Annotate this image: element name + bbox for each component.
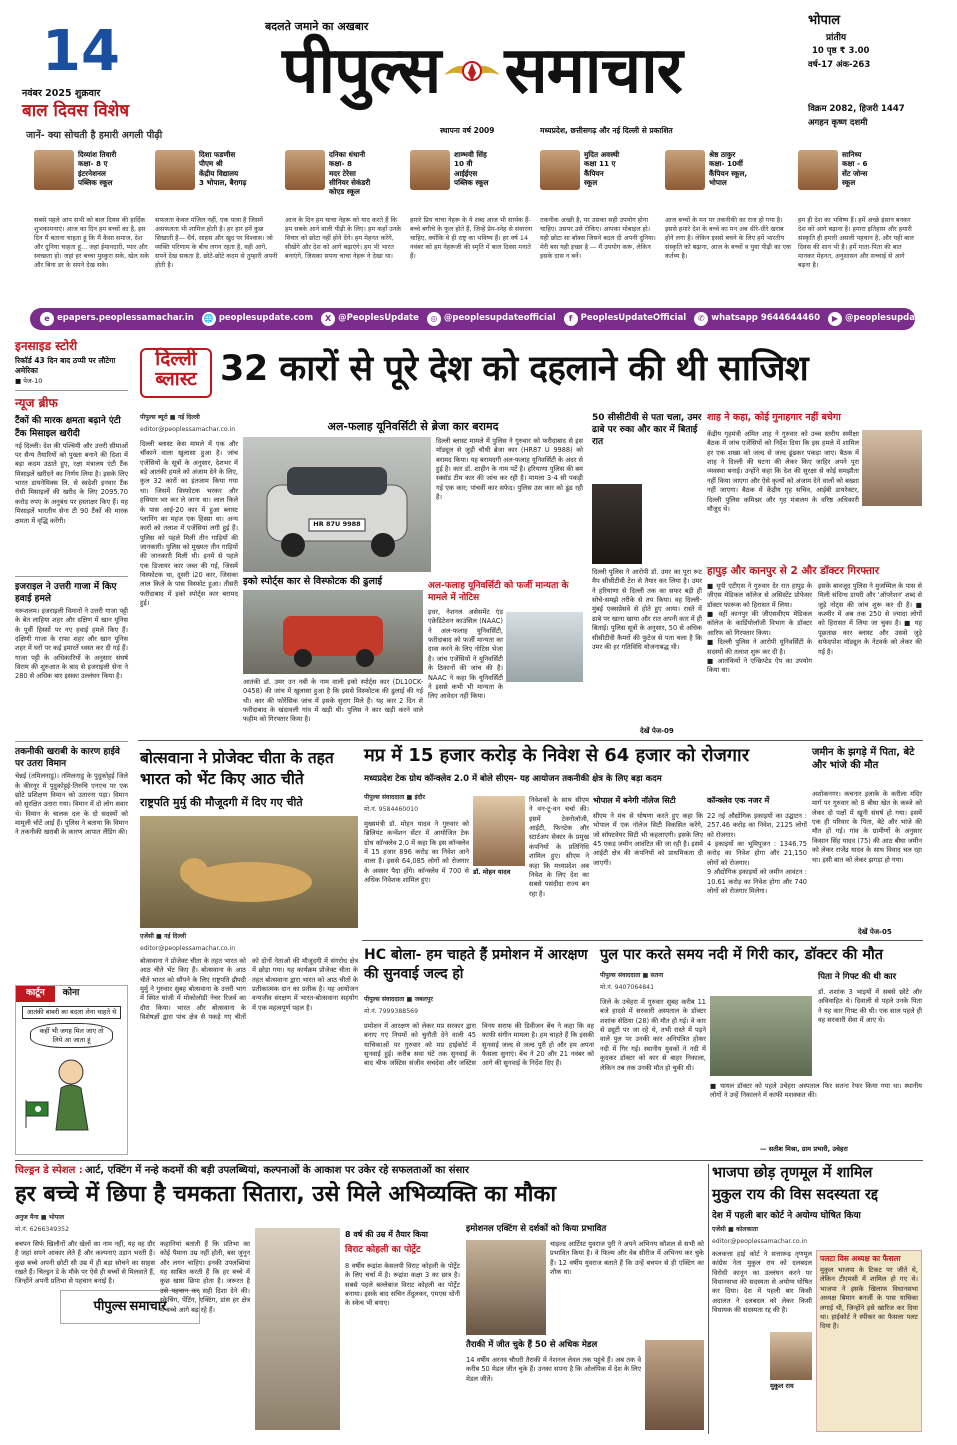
social-epaper[interactable] [40, 312, 194, 326]
kid-photo [410, 150, 450, 190]
bridge-extra-text: ■ घायल डॉक्टर को पहले उचेहरा अस्पताल फिर सतना रेफर किया गया था। स्थानीय लोगों ने उन्हें निकालने में काफी मशक्कत की। [710, 1082, 922, 1100]
hc-headline: HC बोला- हम चाहते हैं प्रमोशन में आरक्षण की सुनवाई जल्द हो [364, 947, 588, 982]
x-icon: X [321, 312, 335, 326]
shah-text: केंद्रीय गृहमंत्री अमित शाह ने गुरुवार को उच्च स्तरीय समीक्षा बैठक में जांच एजेंसियों को निर्देश दिया कि इस हमले में शामिल हर एक शख्स को जल्द से जल्द ढूंढकर पकड़ा जाए। बैठक में शाह ने दिल्ली की घटना की लेकर किए जाहिर अपने पूरा व्यवस्था बनाई। उन्होंने कहा कि देश की सुरक्षा से कोई समझौता नहीं किया जाएगा और ऐसे कृत्यों को अंजाम देने वालों को बख्शा नहीं जाएगा। बैठक में केंद्रीय गृह सचिव, आईबी डायरेक्टर, दिल्ली पुलिस कमिश्नर और गृह मंत्रालय के वरिष्ठ अधिकारी मौजूद थे। [707, 430, 859, 513]
brief-3-text: चेन्नई (तमिलनाडु)। तमिलनाडु के पुदुकोट्टई जिले के कीरनूर में पुदुकोट्टई-तिरुचि एनएच पर एक छोटे प्रशिक्षण विमान को उतारना पड़ा। विमान को सुरक्षित उतारा गया। विमान में दो लोग सवार थे। विमान के चालक दल के दो सदस्यों को मामूली चोटें आई हैं। पुलिस ने बताया कि विमान ने तकनीकी खराबी के कारण आपात लैंडिंग की। [15, 772, 128, 837]
kid-name: दनिका धंधानी कक्षा- 8 मदर टेरेसा सीनियर सेकंडरी कोएड स्कूल [329, 150, 371, 197]
mp-text: मुख्यमंत्री डॉ. मोहन यादव ने गुरुवार को ब्रिलियंट कन्वेंशन सेंटर में आयोजित टेक ग्रोथ कॉन्क्लेव 2.0 में कहा कि इस कॉन्क्लेव में 15 हजार 896 करोड़ का निवेश आने वाला है। इससे 64,085 लोगों को रोजगार के अवसर पैदा होंगे। कॉन्क्लेव में 700 से अधिक निवेशक शामिल हुए। [364, 820, 469, 885]
hapur-right-text: इसके बावजूद पुलिस ने मुजम्मिल के पास से मिली संदिग्ध डायरी और 'ऑपरेशन' शब्द से जुड़े नोट्स की जांच शुरू कर दी है। ■ कश्मीर में अब तक 250 से ज्यादा लोगों को हिरासत में लिया जा चुका है। ■ यह पूछताछ कार ब्लास्ट और उससे जुड़े सफेदपोश मॉड्यूल के नेटवर्क को लेकर की गई है। [818, 582, 922, 656]
acting-headline: इमोशनल एक्टिंग से दर्शकों को किया प्रभावित [466, 1224, 607, 1234]
inside-story-page: ■ पेज-10 [15, 377, 43, 386]
cheetah-text: बोत्सवाना ने प्रोजेक्ट चीता के तहत भारत को आठ चीते भेंट किए हैं। बोत्सवाना के आठ चीते भारत को सौंपने के लिए राष्ट्रपति द्रौपदी मुर्मु ने गुरुवार सुबह बोत्सवाना के उत्तरी भाग में स्थित घांजी में मोकोलोडी नेचर रिजर्व का दौरा किया। भारत और बोत्सवाना के विशेषज्ञों द्वारा पांच क्षेत्र से पकड़े गए चीतों को दोनों नेताओं की मौजूदगी में संगरोध क्षेत्र में छोड़ा गया। यह कार्यक्रम प्रोजेक्ट चीता के तहत बोत्सवाना द्वारा भारत को आठ चीतों के प्रतीकात्मक दान का प्रतीक है। यह आयोजन वन्यजीव संरक्षण में भारत-बोत्सवाना सहयोग में एक महत्वपूर्ण पहल है। [140, 957, 358, 1022]
social-x[interactable] [321, 312, 419, 326]
land-headline: जमीन के झगड़े में पिता, बेटे और भांजे की मौत [812, 747, 915, 771]
cartoon-drawing [16, 1050, 127, 1130]
pages-price: 10 पृष्ठ ₹ 3.00 [812, 46, 870, 56]
shah-headline-box [707, 412, 922, 426]
bjp-text: कलकत्ता हाई कोर्ट ने सत्तारूढ़ तृणमूल कांग्रेस नेता मुकुल राय को दलबदल विरोधी कानून का उल्लंघन करने पर विधानसभा की सदस्यता से अयोग्य घोषित कर दिया। देश में पहली बार किसी अदालत ने दलबदल को लेकर किसी विधायक की सदस्यता रद्द की है। [712, 1250, 812, 1315]
special-title: बाल दिवस विशेष [22, 101, 130, 121]
hapur-headline: हापुड़ और कानपुर से 2 और डॉक्टर गिरफ्तार [707, 565, 880, 577]
car-icon [243, 437, 431, 572]
children-headline: हर बच्चे में छिपा है चमकता सितारा, उसे मिले अभिव्यक्ति का मौका [15, 1182, 557, 1207]
knowledge-text: सीएम ने मंच से घोषणा करते हुए कहा कि भोपाल में एक नॉलेज सिटी विकसित करेंगे, जो सॉफ्टवेयर सिटी भी कहलाएगी। इसके लिए 45 एकड़ जमीन आवंटित की जा रही है। इसमें आईटी क्षेत्र की कंपनियों को प्राथमिकता दी जाएगी। [593, 812, 703, 867]
social-label: @peoplesupdateofficial [845, 313, 957, 324]
delhi-byline: पीपुल्स ब्यूरो ■ नई दिल्ली [140, 414, 200, 421]
bridge-headline: पुल पार करते समय नदी में गिरी कार, डॉक्टर की मौत [600, 947, 884, 963]
taekwondo-text: 14 वर्षीय अरनव चौधरी तैराकी में नेशनल लेवल तक पहुंचे हैं। अब तक वे करीब 50 मेडल जीत चुके हैं। उनका सपना है कि ओलंपिक में देश के लिए मेडल जीतें। [466, 1356, 641, 1383]
kid-quote: आज बच्चों के मन पर तकनीकी का राज हो गया है। इससे हमारे देश के बच्चे का मन अब धीरे-धीरे खराब होने लगा है। लेकिन इससे बचने के लिए हमें भारतीय संस्कृति को बढ़ाना, आज के बच्चों व युवा पीढ़ी का एक कर्तव्य है। [665, 216, 791, 261]
land-see-page: देखें पेज-05 [858, 928, 892, 936]
bridge-car-photo [710, 996, 812, 1076]
social-whatsapp[interactable] [694, 312, 820, 326]
instagram-icon: ◎ [427, 312, 441, 326]
gift-text: डॉ. शशांक 3 भाइयों में सबसे छोटे और अविवाहित थे। दिवाली से पहले उनके पिता ने यह कार गिफ्ट की थी। एक साल पहले ही वह सरकारी सेवा में आए थे। [818, 988, 922, 1025]
special-sub: जानें- क्या सोचती है हमारी अगली पीढ़ी [26, 130, 163, 141]
bjp-headline-2: मुकुल राय की विस सदस्यता रद्द [712, 1187, 879, 1203]
brief-2-text: यरूशलम। इजराइली विमानों ने उत्तरी गाजा पट्टी के बेत लाहिया शहर और दक्षिण में खान यूनिस के पूर्वी हिस्सों पर नए हवाई हमले किए हैं। दक्षिणी गाजा के राफा शहर और खान यूनिस शहर में घरों पर कई इमारतें ध्वस्त कर दी गई हैं। गाजा पट्टी के अधिकारियों के अनुसार संघर्ष विराम की शुरुआत के बाद से इजराइली सेना ने 280 से अधिक बार इसका उल्लंघन किया है। [15, 606, 128, 681]
bridge-mobile: मो.नं. 9407064841 [600, 984, 655, 991]
pen-nib-logo [442, 41, 502, 101]
gift-headline: पिता ने गिफ्ट की थी कार [818, 972, 897, 982]
mukul-caption: मुकुल राय [770, 1382, 794, 1390]
bjp-headline-1: भाजपा छोड़ तृणमूल में शामिल [712, 1165, 873, 1181]
hc-byline: पीपुल्स संवाददाता ■ जबलपुर [364, 996, 433, 1003]
tag-line-1: दिल्ली [155, 348, 197, 370]
brezza-caption: अल-फलाह यूनिवर्सिटी से ब्रेजा कार बरामद [327, 420, 499, 433]
delhi-lead-text: दिल्ली ब्लास्ट केस मामले में एक और चौंकाने वाला खुलासा हुआ है। जांच एजेंसियों के सूत्रों के अनुसार, देशभर में बड़े आतंकी हमले को अंजाम देने के लिए, कुल 32 कारों का इंतजाम किया गया था। जिसमें विस्फोटक भरकर और हथियार भर कर ले जाना था। लाल किले के पास आई-20 कार में हुआ ब्लास्ट प्लानिंग का महज एक हिस्सा था। अन्य कारों को तलाश में एजेंसियां लगी हुई हैं। पुलिस को पहले मिली तीन गाड़ियों की जानकारी। पुलिस को मुख्यतः तीन गाड़ियों की जानकारी मिली थी। इनमें से पहले एक डिजायर कार जब्त की गई, जिसमें विस्फोटक था, दूसरी i20 कार, जिसका लाल किले के पास विस्फोट हुआ। तीसरी फरीदाबाद में इको स्पोर्ट्स कार बरामद हुई। [140, 440, 238, 608]
social-label: peoplesupdate.com [218, 313, 314, 324]
delhi-see-page: देखें पेज-09 [640, 727, 674, 735]
date-number: 14 [42, 19, 120, 84]
kid-3 [285, 150, 405, 270]
brezza-car-photo [243, 437, 431, 572]
children-label: चिल्ड्रन डे स्पेशल : [15, 1165, 83, 1176]
hc-mobile: मो.नं. 7999388569 [364, 1008, 419, 1015]
city: भोपाल [808, 13, 841, 28]
social-youtube[interactable] [828, 312, 957, 326]
cheetah-byline: एजेंसी ■ नई दिल्ली [140, 933, 187, 940]
cartoon-caption: आतंकी बाबरी का बदला लेना चाहते थे [22, 1006, 121, 1019]
mp-byline: पीपुल्स संवाददाता ■ इंदौर [364, 794, 425, 801]
brezza-side-text: दिल्ली ब्लास्ट मामले में पुलिस ने गुरुवार को फरीदाबाद से इस मॉड्यूल से जुड़ी चौथी ब्रेजा कार (HR87 U 9988) को बरामद किया। यह बरामदगी अल-फलाह यूनिवर्सिटी के अंदर से हुई है। कार डॉ. शाहीन के नाम पर्टे है। हरियाणा पुलिस की बम स्क्वॉड टीम कार की जांच कर रही है। मामला 3-4 सी पकड़ी गई एक कार; पांचवीं कार सफेद। पुलिस उस कार को ढूंढ रही है। [436, 437, 584, 502]
logo-left: पीपुल्स [93, 1299, 127, 1315]
brief-1-headline: टैंकों की मारक क्षमता बढ़ाने एंटी टैंक मिसाइल खरीदी [15, 416, 121, 439]
kohli-kicker: 8 वर्ष की उम्र में तैयार किया [345, 1230, 428, 1239]
kid-quote: सफलता केवल मंजिल नहीं, एक यात्रा है जिसमें असफलता भी शामिल होती है। हर हार हमें कुछ सिखाती है— धैर्य, साहस और खुद पर विश्वास। जो व्यक्ति परिणाम के बीच लगन रहता है, वही आगे, सपने देख सकता है, छोटे-छोटे कदम से तुम्हारी अपनी होती है। [155, 216, 278, 270]
bjp-byline: एजेंसी ■ कोलकाता [712, 1226, 758, 1233]
bjp-email: editor@peoplessamachar.co.in [712, 1238, 808, 1245]
car-icon [243, 590, 423, 674]
kid-name: दिव्यांश तिवारी कक्षा- 8 ए इंटरनेशनल पब्लिक स्कूल [78, 150, 117, 188]
cheetah-headline: बोत्सवाना ने प्रोजेक्ट चीता के तहत भारत को भेंट किए आठ चीते [140, 749, 334, 788]
mukul-box-headline: पलटा विस अध्यक्ष का फैसला [820, 1254, 901, 1263]
bridge-byline: पीपुल्स संवाददाता ■ सतना [600, 972, 664, 979]
umar-photo [592, 484, 642, 564]
eco-car-photo [243, 590, 423, 674]
cheetah-photo [140, 816, 358, 928]
kid-4 [410, 150, 535, 270]
social-label: epapers.peoplessamachar.in [57, 313, 194, 324]
kid-photo [285, 150, 325, 190]
kid-name: शाम्भवी सिंह 10 वी आईईएस पब्लिक स्कूल [454, 150, 489, 188]
cheetah-drawing [140, 816, 358, 928]
mukul-box [816, 1250, 922, 1432]
cartoon-bubble: कहीं भी जगह मिल जाए तो लिये आ जाता हूं [30, 1023, 113, 1049]
mp-mid-text: निवेशकों के साथ सीएम ने वन-टू-वन चर्चा की। इसमें टेक्नोलॉजी, आईटी, फिनटेक और स्टार्टअप सेक्टर के प्रमुख कंपनियों के प्रतिनिधि शामिल हुए। सीएम ने कहा कि मध्यप्रदेश अब निवेश के लिए देश का सबसे पसंदीदा राज्य बन रहा है। [529, 796, 589, 898]
edition: प्रांतीय [826, 33, 847, 43]
kid-photo [540, 150, 580, 190]
date-text: नवंबर 2025 शुक्रवार [22, 88, 101, 99]
title-left: पीपुल्स [282, 33, 441, 108]
epaper-icon: e [40, 312, 54, 326]
acting-text: चाइल्ड आर्टिस्ट युवराज पुरी ने अपने अभिनय कौशल से सभी को प्रभावित किया है। वे फिल्म और वेब सीरीज में अभिनय कर चुके हैं। 12 वर्षीय युवराज बताते हैं कि उन्हें बचपन से ही एक्टिंग का शौक था। [550, 1240, 704, 1277]
shah-photo [862, 430, 922, 506]
hapur-left-text: ■ यूपी एटीएस ने गुरुवार देर रात हापुड़ के जीएस मेडिकल कॉलेज से असिस्टेंट प्रोफेसर डॉक्टर फारूक को हिरासत में लिया। ■ वहीं कानपुर की जीएसवीएम मेडिकल कॉलेज के कार्डियोलॉजी विभाग के डॉक्टर आरिफ को गिरफ्तार किया। ■ दिल्ली पुलिस ने आरोपी यूनिवर्सिटी के सदस्यों की तलाश शुरू कर दी है। ■ आतंकियों ने एन्क्रिप्टेड ऐप का उपयोग किया था। [707, 582, 812, 675]
cctv-text: दिल्ली पुलिस ने आरोपी डॉ. उमर का पूरा रूट मैप सीसीटीवी टेरा से तैयार कर लिया है। उमर ने हरियाणा से दिल्ली तक का सफर बड़ी ही सोचे-समझे तरीके से तय किया। वह दिल्ली-मुंबई एक्सप्रेसवे से होते हुए आया। रास्ते में ढाबे पर खाना खाया और रात अपनी कार में ही बिताई। पुलिस सूत्रों के अनुसार, 50 से अधिक सीसीटीवी कैमरों की फुटेज से पता चला है कि उमर की हर गतिविधि योजनाबद्ध थी। [592, 568, 702, 651]
kid-6 [665, 150, 793, 270]
cheetah-email: editor@peoplessamachar.co.in [140, 945, 236, 952]
whatsapp-icon: ✆ [694, 312, 708, 326]
taekwondo-headline: तैराकी में जीत चुके हैं 50 से अधिक मेडल [466, 1340, 598, 1350]
kid-photo [798, 150, 838, 190]
social-label: @PeoplesUpdate [338, 313, 419, 324]
tithi: अगहन कृष्ण दशमी [808, 118, 868, 128]
alfalah-headline: अल-फलाह यूनिवर्सिटी को फर्जी मान्यता के मामले में नोटिस [428, 581, 569, 604]
kid-name: श्रेष्ठ ठाकुर कक्षा- 10वीं कैंपियन स्कूल, भोपाल [709, 150, 748, 188]
regions: मध्यप्रदेश, छत्तीसगढ़ और नई दिल्ली से प्रकाशित [540, 126, 673, 135]
taekwondo-photo [645, 1340, 704, 1430]
delhi-headline: 32 कारों से पूरे देश को दहलाने की थी साजिश [220, 349, 809, 389]
acting-photo [466, 1240, 546, 1335]
mukul-box-text: मुकुल भाजपा के टिकट पर जीते थे, लेकिन टीएमसी में शामिल हो गए थे। भाजपा ने इसके खिलाफ विधानसभा अध्यक्ष बिमान बनर्जी के पास याचिका लगाई थी, जिन्होंने इसे खारिज कर दिया था। हाईकोर्ट ने स्पीकर का फैसला पलट दिया है। [820, 1266, 918, 1331]
knowledge-headline: भोपाल में बनेगी नॉलेज सिटी [593, 796, 676, 805]
kid-7 [798, 150, 916, 270]
brief-2-headline: इजराइल ने उत्तरी गाजा में किए हवाई हमले [15, 581, 117, 604]
cm-photo [473, 796, 525, 866]
bridge-reporter: — सतीश मिश्रा, ग्राम प्रभारी, उचेहरा [760, 1145, 848, 1153]
land-text: अशोकनगर। कचनार इलाके के करीला मंदिर मार्ग पर गुरुवार को 8 बीघा खेत के कब्जे को लेकर दो पक्षों में खूनी संघर्ष हो गया। इसमें एक ही परिवार के पिता, बेटे और भांजे की मौत हो गई। गांव के ग्रामीणों के अनुसार किसान सिंह यादव (75) की आठ बीघा जमीन को लेकर राजेंद्र यादव के साथ विवाद चल रहा था। इसी बात को लेकर झगड़ा हो गया। [812, 790, 922, 864]
cartoon-box [15, 985, 128, 1155]
kid-quote: हमारे प्रिय चाचा नेहरू के ये शब्द आज भी सार्थक हैं- बच्चे बगीचे के फूल होते हैं, जिन्हें प्रेम-स्नेह से संवारना चाहिए, क्योंकि वे ही राष्ट्र का भविष्य हैं। हर वर्ष 14 नवंबर को हम नेहरूजी की स्मृति में बाल दिवस मनाते हैं। [410, 216, 533, 261]
established: स्थापना वर्ष 2009 [440, 126, 495, 135]
conclave-headline: कॉन्क्लेव एक नजर में [707, 796, 770, 805]
delhi-blast-tag [140, 348, 212, 398]
alfalah-text: इधर, नेशनल असेसमेंट एंड एक्रेडिटेशन काउंसिल (NAAC) ने अल-फलाह यूनिवर्सिटी, फरीदाबाद को फर्जी मान्यता का दावा करने के लिए नोटिस भेजा है। जांच एजेंसियों ने यूनिवर्सिटी के ठिकानों की जांच की है। NAAC ने कहा कि यूनिवर्सिटी ने इससे कभी भी मान्यता के लिए आवेदन नहीं किया। [428, 608, 503, 701]
kohli-headline: विराट कोहली का पोर्ट्रेट [345, 1245, 421, 1255]
facebook-icon: f [564, 312, 578, 326]
shah-headline: शाह ने कहा, कोई गुनाहगार नहीं बचेगा [707, 412, 841, 423]
news-brief-label: न्यूज ब्रीफ [15, 396, 58, 411]
kid-name: सानिध्य कक्षा - 6 सेंट जोन्स स्कूल [842, 150, 868, 188]
kid-name: मुदित अवस्थी कक्षा 11 ए कैंपियन स्कूल [584, 150, 620, 188]
eco-headline: इको स्पोर्ट्स कार से विस्फोटक की ढुलाई [243, 576, 383, 587]
children-kicker: आर्ट, एक्टिंग में नन्हे कदमों की बड़ी उपलब्धियां, कल्पनाओं के आकाश पर उकेर रहे सफलताओं का संसार [85, 1165, 469, 1176]
cartoon-label: कार्टून [16, 986, 55, 1002]
kid-quote: सबसे पहले आप सभी को बाल दिवस की हार्दिक शुभकामनाएं। आज का दिन हम बच्चों का है, इस दिन मैं बताना चाहता हूं कि मैं कैसा समाज, देश और दुनिया चाहता हूं... जहां ईमानदारी, प्यार और स्वच्छता हो। जहां हर बच्चा मुस्कुरा सके, खेल सके और बिना डर के सपने देख सके। [34, 216, 149, 270]
kid-quote: तकनीक अच्छी है, पर उसका सही उपयोग होना चाहिए। उसपर उसे रोकिए। आपका मोबाइल हो। यही छोटा सा बॉक्स जिसने बदल दी अपनी दुनिया। मेरी बस यही इच्छा है — मैं उपयोग करूं, लेकिन इसके दास न बनें। [540, 216, 656, 261]
mp-headline: मप्र में 15 हजार करोड़ के निवेश से 64 हजार को रोजगार [364, 745, 750, 766]
children-mid-text: कहानियां बताती हैं कि प्रतिभा का कोई पैमाना उम्र नहीं होती, बस जुनून और लगन चाहिए। इनकी उपलब्धियां यह साबित करती हैं कि हर बच्चे में कुछ खास छिपा होता है। जरूरत है उसे पहचान कर सही दिशा देने की। स्केचिंग, पेंटिंग, एक्टिंग, डांस हर क्षेत्र में बच्चे आगे बढ़ रहे हैं। [160, 1240, 250, 1314]
kid-name: दिशा फडणीस पीएम श्री केंद्रीय विद्यालय 3 भोपाल, बैरागढ़ [199, 150, 247, 188]
masthead [0, 0, 945, 145]
mukul-photo [770, 1332, 812, 1380]
title-right: समाचार [504, 33, 682, 108]
children-kicker-row [15, 1164, 705, 1178]
cheetah-sub: राष्ट्रपति मुर्मु की मौजूदगी में दिए गए चीते [140, 796, 303, 809]
children-text: बचपन सिर्फ खिलौनों और खेलों का नाम नहीं, यह वह दौर है जहां सपने आकार लेते हैं और कल्पनाएं उड़ान भरती हैं। कुछ बच्चे अपनी छोटी सी उम्र में ही बड़ा सोचने का साहस रखते हैं। चिल्ड्रन डे के मौके पर ऐसे ही बच्चों से मिलवाते हैं, जिन्होंने अपनी प्रतिभा से पहचान बनाई है। [15, 1240, 155, 1286]
cm-caption: डॉ. मोहन यादव [473, 868, 511, 876]
mp-sub: मध्यप्रदेश टेक ग्रोथ कॉन्क्लेव 2.0 में बोले सीएम- यह आयोजन तकनीकी क्षेत्र के लिए बड़ा कदम [364, 774, 662, 784]
social-website[interactable] [202, 312, 313, 326]
bjp-sub: देश में पहली बार कोर्ट ने अयोग्य घोषित किया [712, 1211, 861, 1221]
vikram-samvat: विक्रम 2082, हिजरी 1447 [808, 104, 905, 114]
social-strip [30, 308, 957, 330]
youtube-icon: ▶ [828, 312, 842, 326]
children-drawing-photo [255, 1228, 340, 1430]
brief-3-headline: तकनीकी खराबी के कारण हाईवे पर उतरा विमान [15, 746, 120, 770]
bridge-text: जिले के उचेहरा में गुरुवार सुबह करीब 11 बजे हादसे में सरकारी अस्पताल के डॉक्टर शशांक सेठिया (28) की मौत हो गई। वे कार से ड्यूटी पर जा रहे थे, तभी रास्ते में पड़ने वाले पुल पर उनकी कार अनियंत्रित होकर नदी में गिर गई। स्थानीय युवकों ने नदी में कूदकर डॉक्टर को कार से बाहर निकाला, लेकिन तब तक उनकी मौत हो चुकी थी। [600, 998, 706, 1072]
logo-right: समाचार [129, 1299, 167, 1315]
tag-line-2: ब्लास्ट [155, 367, 197, 390]
globe-icon: 🌐 [202, 312, 216, 326]
newspaper-title [182, 30, 782, 112]
kid-quote: आज के दिन हम चाचा नेहरू को याद करते हैं कि हम सबके आने वाली पीढ़ी के लिए। हम कहाँ उनके विचार को छोटा नहीं होने देंगे। हम मेहनत करेंगे, सीखेंगे और देश को आगे बढ़ाएंगे। हम भी भारत बनाएंगे, जिसका सपना चाचा नेहरू ने देखा था। [285, 216, 402, 261]
delhi-email: editor@peoplessamachar.co.in [140, 426, 236, 433]
mp-mobile: मो.नं. 9584460010 [364, 806, 419, 813]
social-facebook[interactable] [564, 312, 687, 326]
conclave-items: 22 नई औद्योगिक इकाइयों का उद्घाटन : 257.46 करोड़ का निवेश, 2125 लोगों को रोजगार। 4 इकाइयों का भूमिपूजन : 1346.75 करोड़ का निवेश होगा और 21,150 लोगों को रोजगार। 9 औद्योगिक इकाइयों को जमीन आवंटन : 10.61 करोड़ का निवेश होगा और 740 लोगों को रोजगार मिलेगा। [707, 812, 807, 895]
kid-5 [540, 150, 660, 270]
children-byline: अनुज मैना ■ भोपाल [15, 1214, 65, 1221]
eco-text: आतंकी डॉ. उमर उन नबी के नाम वाली इको स्पोर्ट्स कार (DL10CK-0458) की जांच में खुलासा हुआ है कि इससे विस्फोटक की ढुलाई की गई थी। कार की फोरेंसिक जांच में इसके सुराग मिले हैं। यह कार 2 दिन से फरीदाबाद के खंदावली गांव में खड़ी थी। पुलिस ने कार खड़ी करने वाले फहीम को गिरफ्तार किया है। [243, 678, 423, 724]
kid-2 [155, 150, 280, 270]
social-label: whatsapp 9644644460 [711, 313, 820, 324]
alfalah-photo [506, 612, 583, 682]
year-issue: वर्ष-17 अंक-263 [808, 60, 871, 70]
kid-photo [155, 150, 195, 190]
brief-1-text: नई दिल्ली। देश की पश्चिमी और उत्तरी सीमाओं पर सैन्य तैयारियों को पुख्ता बनाने की दिशा में बड़ा कदम उठाते हुए, रक्षा मंत्रालय एंटी टैंक मिसाइलें खरीदने का निर्णय लिया है। इसके लिए भारत डायनेमिक्स लि. से स्वदेशी इनवार टैंक रोधी मिसाइलों की खरीद के लिए 2095.70 करोड़ रुपए के अनुबंध पर हस्ताक्षर किए हैं। यह मिसाइलें भारतीय सेना टी 90 टैंकों की मारक क्षमता में वृद्धि करेंगी। [15, 441, 128, 525]
kid-photo [665, 150, 705, 190]
children-mobile: मो.नं. 6266349352 [15, 1226, 70, 1233]
inside-story-text: रिकॉर्ड 43 दिन बाद ठप्पी पर लौटेगा अमेरिका [15, 356, 116, 376]
social-label: @peoplesupdateofficial [443, 313, 556, 324]
cartoon-corner-label: कोना [62, 988, 80, 998]
hc-text: प्रमोशन में आरक्षण को लेकर मप्र सरकार द्वारा बनाए गए नियमों को चुनौती देने वाली 45 याचिकाओं पर गुरुवार को मप्र हाईकोर्ट में सुनवाई हुई। करीब सवा घंटे तक सुनवाई के बाद चीफ जस्टिस संजीव सचदेवा और जस्टिस विनय सराफ की डिवीजन बेंच ने कहा कि वह काफी संगीन मामला है। हम चाहते हैं कि इसकी सुनवाई जल्द से जल्द पूरी हो और हम अपना फैसला सुनाएं। बेंच ने 20 और 21 नवंबर को आगे की सुनवाई के निर्देश दिए हैं। [364, 1022, 594, 1068]
tagline: बदलते जमाने का अखबार [265, 20, 369, 33]
kid-1 [34, 150, 152, 270]
inside-story-label: इनसाइड स्टोरी [15, 339, 78, 353]
kohli-text: 8 वर्षीय रूद्रांश केसलपी विराट कोहली के पोर्ट्रेट के लिए चर्चा में है। रूद्रांश कक्षा 3 का छात्र है। सबसे पहले बल्लेबाज विराट कोहली का पोर्ट्रेट बनाया। इसके बाद सचिन तेंदुलकर, एमएस धोनी के स्केच भी बनाए। [345, 1262, 460, 1308]
kid-quote: हम ही देश का भविष्य हैं। हमें अच्छे इंसान बनकर देश को आगे बढ़ाना है। हमारा इतिहास और हमारी संस्कृति ही हमारी असली पहचान है, और यही बाल दिवस की शान भी है। हमें माता-पिता की बात मानकर मेहनत, अनुशासन और सच्चाई से आगे बढ़ना है। [798, 216, 914, 270]
cctv-headline: 50 सीसीटीवी से पता चला, उमर ढाबे पर रुका और कार में बिताई रात [592, 413, 702, 448]
social-instagram[interactable] [427, 312, 556, 326]
car-plate: HR 87U 9988 [313, 520, 361, 528]
kid-photo [34, 150, 74, 190]
social-label: PeoplesUpdateOfficial [580, 313, 687, 324]
